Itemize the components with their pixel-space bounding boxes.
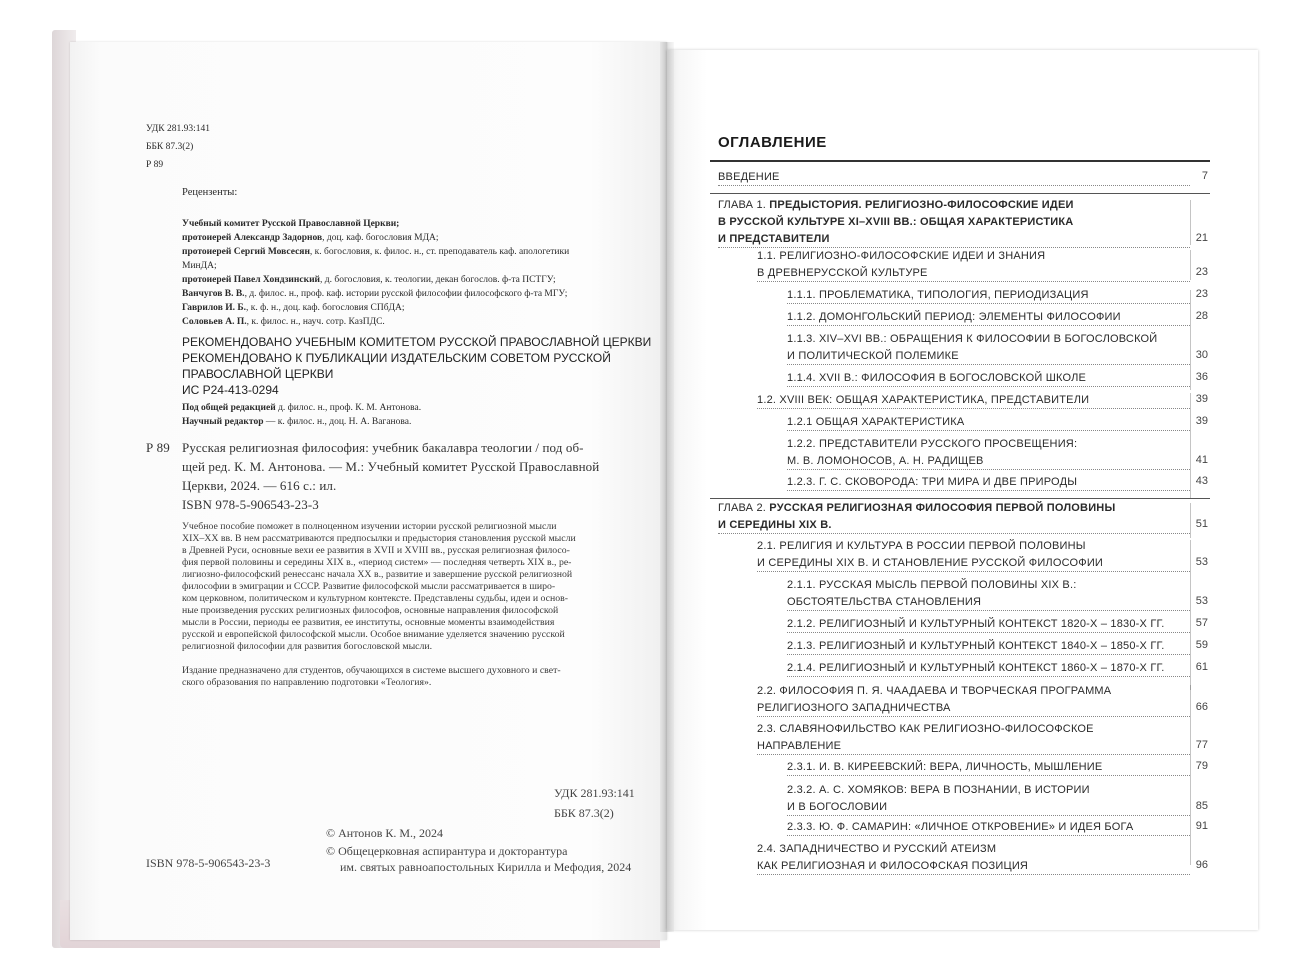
toc-page-number: 57 [1195,617,1208,629]
toc-entry-text: 1.2.2. ПРЕДСТАВИТЕЛИ РУССКОГО ПРОСВЕЩЕНИЯ: [787,438,1078,450]
copyright-line: © Общецерковная аспирантура и докторантура [326,844,568,858]
toc-page-number: 91 [1195,820,1208,832]
abstract-line: религиозной философии для развития богословской мысли. [182,641,433,652]
toc-page-number: 30 [1195,349,1208,361]
toc-page-number: 23 [1195,288,1208,300]
abstract-line: философии в эмиграции и СССР. Развитие философской мысли рассматривается в широ- [182,581,556,592]
toc-entry-text: ОБСТОЯТЕЛЬСТВА СТАНОВЛЕНИЯ [787,595,1190,611]
toc-entry-text: 2.3.2. А. С. ХОМЯКОВ: ВЕРА В ПОЗНАНИИ, В ИСТОРИИ [787,784,1090,796]
toc-entry-text: 2.1.2. РЕЛИГИОЗНЫЙ И КУЛЬТУРНЫЙ КОНТЕКСТ 1820-Х – 1830-Х ГГ. [787,617,1190,633]
toc-page-number: 53 [1195,556,1208,568]
toc-page-number: 41 [1195,454,1208,466]
toc-entry-text: 1.2.3. Г. С. СКОВОРОДА: ТРИ МИРА И ДВЕ ПРИРОДЫ [787,475,1190,491]
toc-page-number: 59 [1195,639,1208,651]
abstract-line: в Древней Руси, основные вехи ее развития в XVII и XVIII вв., русская религиозная филосо- [182,545,570,556]
toc-guide-line [1190,290,1191,390]
toc-guide-line [1190,540,1191,690]
toc-entry-text: 2.4. ЗАПАДНИЧЕСТВО И РУССКИЙ АТЕИЗМ [757,843,997,855]
toc-page-number: 43 [1195,475,1208,487]
toc-entry-text: 2.1.1. РУССКАЯ МЫСЛЬ ПЕРВОЙ ПОЛОВИНЫ XIX В.: [787,579,1077,591]
toc-entry-text: 2.1.3. РЕЛИГИОЗНЫЙ И КУЛЬТУРНЫЙ КОНТЕКСТ 1840-Х – 1850-Х ГГ. [787,639,1190,655]
reviewers-heading: Рецензенты: [182,187,238,198]
reviewer-line: Соловьев А. П., к. филос. н., науч. сотр. КазПДС. [182,317,385,327]
bbk-code: ББК 87.3(2) [146,142,194,152]
toc-entry-text: В РУССКОЙ КУЛЬТУРЕ XI–XVIII ВВ.: ОБЩАЯ ХАРАКТЕРИСТИКА [718,216,1074,228]
toc-title-rule [710,160,1210,162]
recommendation-line: РЕКОМЕНДОВАНО К ПУБЛИКАЦИИ ИЗДАТЕЛЬСКИМ СОВЕТОМ РУССКОЙ [182,351,611,365]
toc-entry-text: 1.1.2. ДОМОНГОЛЬСКИЙ ПЕРИОД: ЭЛЕМЕНТЫ ФИЛОСОФИИ [787,310,1190,326]
toc-page-number: 51 [1195,518,1208,530]
abstract-line: русской и европейской философской мысли. Особое внимание уделяется значению русской [182,629,565,640]
toc-entry-text: ГЛАВА 2. РУССКАЯ РЕЛИГИОЗНАЯ ФИЛОСОФИЯ ПЕРВОЙ ПОЛОВИНЫ [718,502,1116,514]
toc-page-number: 39 [1195,393,1208,405]
toc-entry-text: М. В. ЛОМОНОСОВ, А. Н. РАДИЩЕВ [787,454,1190,470]
general-editor: Под общей редакцией д. филос. н., проф. К. М. Антонова. [182,403,422,413]
reviewer-line: протоиерей Сергий Мовсесян, к. богословия, к. филос. н., ст. преподаватель каф. апологетики [182,247,570,257]
toc-entry-text: И СЕРЕДИНЫ XIX В. [718,518,1190,534]
toc-page-number: 36 [1195,371,1208,383]
book-gutter [660,42,674,932]
toc-guide-line [1190,393,1191,498]
toc-page-number: 85 [1195,800,1208,812]
reviewer-line: протоиерей Павел Хондзинский, д. богословия, к. теологии, декан богослов. ф-та ПСТГУ; [182,275,556,285]
toc-entry-text: В ДРЕВНЕРУССКОЙ КУЛЬТУРЕ [757,266,1190,282]
abstract-line: ком церковном, политическом и культурном контексте. Представлены судьбы, идеи и основ- [182,593,569,604]
toc-entry-text: 1.2.1 ОБЩАЯ ХАРАКТЕРИСТИКА [787,415,1190,431]
abstract-line: мысли в России, периоды ее развития, ее институты, основные моменты взаимодействия [182,617,555,628]
toc-entry-text: 2.1.4. РЕЛИГИОЗНЫЙ И КУЛЬТУРНЫЙ КОНТЕКСТ 1860-Х – 1870-Х ГГ. [787,661,1190,677]
toc-page-number: 23 [1195,266,1208,278]
publishing-council-code: ИС Р24-413-0294 [182,383,279,397]
toc-entry-text: 2.3. СЛАВЯНОФИЛЬСТВО КАК РЕЛИГИОЗНО-ФИЛОСОФСКОЕ [757,723,1094,735]
bib-line: Церкви, 2024. — 616 с.: ил. [182,478,337,493]
toc-entry-text: И ПОЛИТИЧЕСКОЙ ПОЛЕМИКЕ [787,349,1190,365]
toc-entry-text: РЕЛИГИОЗНОГО ЗАПАДНИЧЕСТВА [757,701,1190,717]
bottom-udk-code: УДК 281.93:141 [554,786,635,800]
audience-line: ского образования по направлению подготовки «Теология». [182,677,432,688]
toc-entry-text: 2.2. ФИЛОСОФИЯ П. Я. ЧААДАЕВА И ТВОРЧЕСКАЯ ПРОГРАММА [757,685,1112,697]
toc-entry-text: 1.2. XVIII ВЕК: ОБЩАЯ ХАРАКТЕРИСТИКА, ПРЕДСТАВИТЕЛИ [757,393,1190,409]
toc-entry-text: ГЛАВА 1. ПРЕДЫСТОРИЯ. РЕЛИГИОЗНО-ФИЛОСОФСКИЕ ИДЕИ [718,199,1074,211]
audience-line: Издание предназначено для студентов, обучающихся в системе высшего духовного и свет- [182,665,561,676]
reviewer-line: Учебный комитет Русской Православной Церкви; [182,219,400,229]
toc-page-number: 79 [1195,760,1208,772]
toc-entry-text: 1.1. РЕЛИГИОЗНО-ФИЛОСОФСКИЕ ИДЕИ И ЗНАНИЯ [757,250,1046,262]
toc-entry-text: 2.3.1. И. В. КИРЕЕВСКИЙ: ВЕРА, ЛИЧНОСТЬ, МЫШЛЕНИЕ [787,760,1190,776]
copyright-line: им. святых равноапостольных Кирилла и Мефодия, 2024 [340,860,632,874]
toc-entry-text: И ПРЕДСТАВИТЕЛИ [718,232,1190,248]
toc-entry-text: И В БОГОСЛОВИИ [787,800,1190,816]
abstract-line: ные произведения русских религиозных философов, основные направления философской [182,605,559,616]
toc-divider [710,193,1210,194]
toc-entry-text: КАК РЕЛИГИОЗНАЯ И ФИЛОСОФСКАЯ ПОЗИЦИЯ [757,859,1190,875]
scientific-editor: Научный редактор — к. филос. н., доц. Н. А. Ваганова. [182,417,412,427]
toc-entry-text: 1.1.1. ПРОБЛЕМАТИКА, ТИПОЛОГИЯ, ПЕРИОДИЗАЦИЯ [787,288,1190,304]
toc-divider [710,498,1210,499]
toc-page-number: 7 [1201,170,1208,182]
bib-line: Русская религиозная философия: учебник бакалавра теологии / под об- [182,440,584,455]
toc-page-number: 21 [1195,232,1208,244]
toc-guide-line [1190,685,1191,865]
bib-author-code: Р 89 [146,440,170,455]
toc-entry-text: 1.1.4. XVII В.: ФИЛОСОФИЯ В БОГОСЛОВСКОЙ ШКОЛЕ [787,371,1190,387]
toc-page-number: 39 [1195,415,1208,427]
toc-guide-line [1190,250,1191,280]
isbn-bottom: ISBN 978-5-906543-23-3 [146,856,271,870]
recommendation-line: ПРАВОСЛАВНОЙ ЦЕРКВИ [182,367,334,381]
bib-line: щей ред. К. М. Антонова. — М.: Учебный комитет Русской Православной [182,459,600,474]
toc-title: ОГЛАВЛЕНИЕ [718,134,827,151]
toc-page-number: 96 [1195,859,1208,871]
reviewer-line: Ванчугов В. В., д. филос. н., проф. каф. истории русской философии философского ф-та МГУ; [182,289,568,299]
toc-entry-text: 2.1. РЕЛИГИЯ И КУЛЬТУРА В РОССИИ ПЕРВОЙ ПОЛОВИНЫ [757,540,1086,552]
toc-page-number: 28 [1195,310,1208,322]
udk-code: УДК 281.93:141 [146,124,210,134]
copyright-line: © Антонов К. М., 2024 [326,826,444,840]
reviewer-line: Гаврилов И. Б., к. ф. н., доц. каф. богословия СПбДА; [182,303,405,313]
toc-page-number: 77 [1195,739,1208,751]
reviewer-line: протоиерей Александр Задорнов, доц. каф. богословия МДА; [182,233,439,243]
abstract-line: фия первой половины и середины XIX в., «период систем» — последняя четверть XIX в., ре- [182,557,572,568]
toc-entry-text: 2.3.3. Ю. Ф. САМАРИН: «ЛИЧНОЕ ОТКРОВЕНИЕ» И ИДЕЯ БОГА [787,820,1190,836]
toc-entry-text: 1.1.3. XIV–XVI ВВ.: ОБРАЩЕНИЯ К ФИЛОСОФИИ В БОГОСЛОВСКОЙ [787,333,1158,345]
toc-entry-text: ВВЕДЕНИЕ [718,170,1190,186]
toc-entry-text: И СЕРЕДИНЫ XIX В. И СТАНОВЛЕНИЕ РУССКОЙ ФИЛОСОФИИ [757,556,1190,572]
toc-guide-line [1190,503,1191,538]
toc-entry-text: НАПРАВЛЕНИЕ [757,739,1190,755]
author-code: Р 89 [146,160,164,170]
bottom-bbk-code: ББК 87.3(2) [554,806,614,820]
reviewer-line: МинДА; [182,261,217,271]
toc-page-number: 53 [1195,595,1208,607]
recommendation-line: РЕКОМЕНДОВАНО УЧЕБНЫМ КОМИТЕТОМ РУССКОЙ ПРАВОСЛАВНОЙ ЦЕРКВИ [182,335,652,349]
toc-page-number: 61 [1195,661,1208,673]
bib-isbn: ISBN 978-5-906543-23-3 [182,497,319,512]
abstract-line: лигиозно-философский ренессанс начала XX в., развитие и завершение русской религиозной [182,569,573,580]
abstract-line: XIX–XX вв. В нем рассматриваются предпосылки и предыстория становления русской мысли [182,533,576,544]
toc-page-number: 66 [1195,701,1208,713]
toc-guide-line [1190,200,1191,245]
abstract-line: Учебное пособие поможет в полноценном изучении истории русской религиозной мысли [182,521,557,532]
